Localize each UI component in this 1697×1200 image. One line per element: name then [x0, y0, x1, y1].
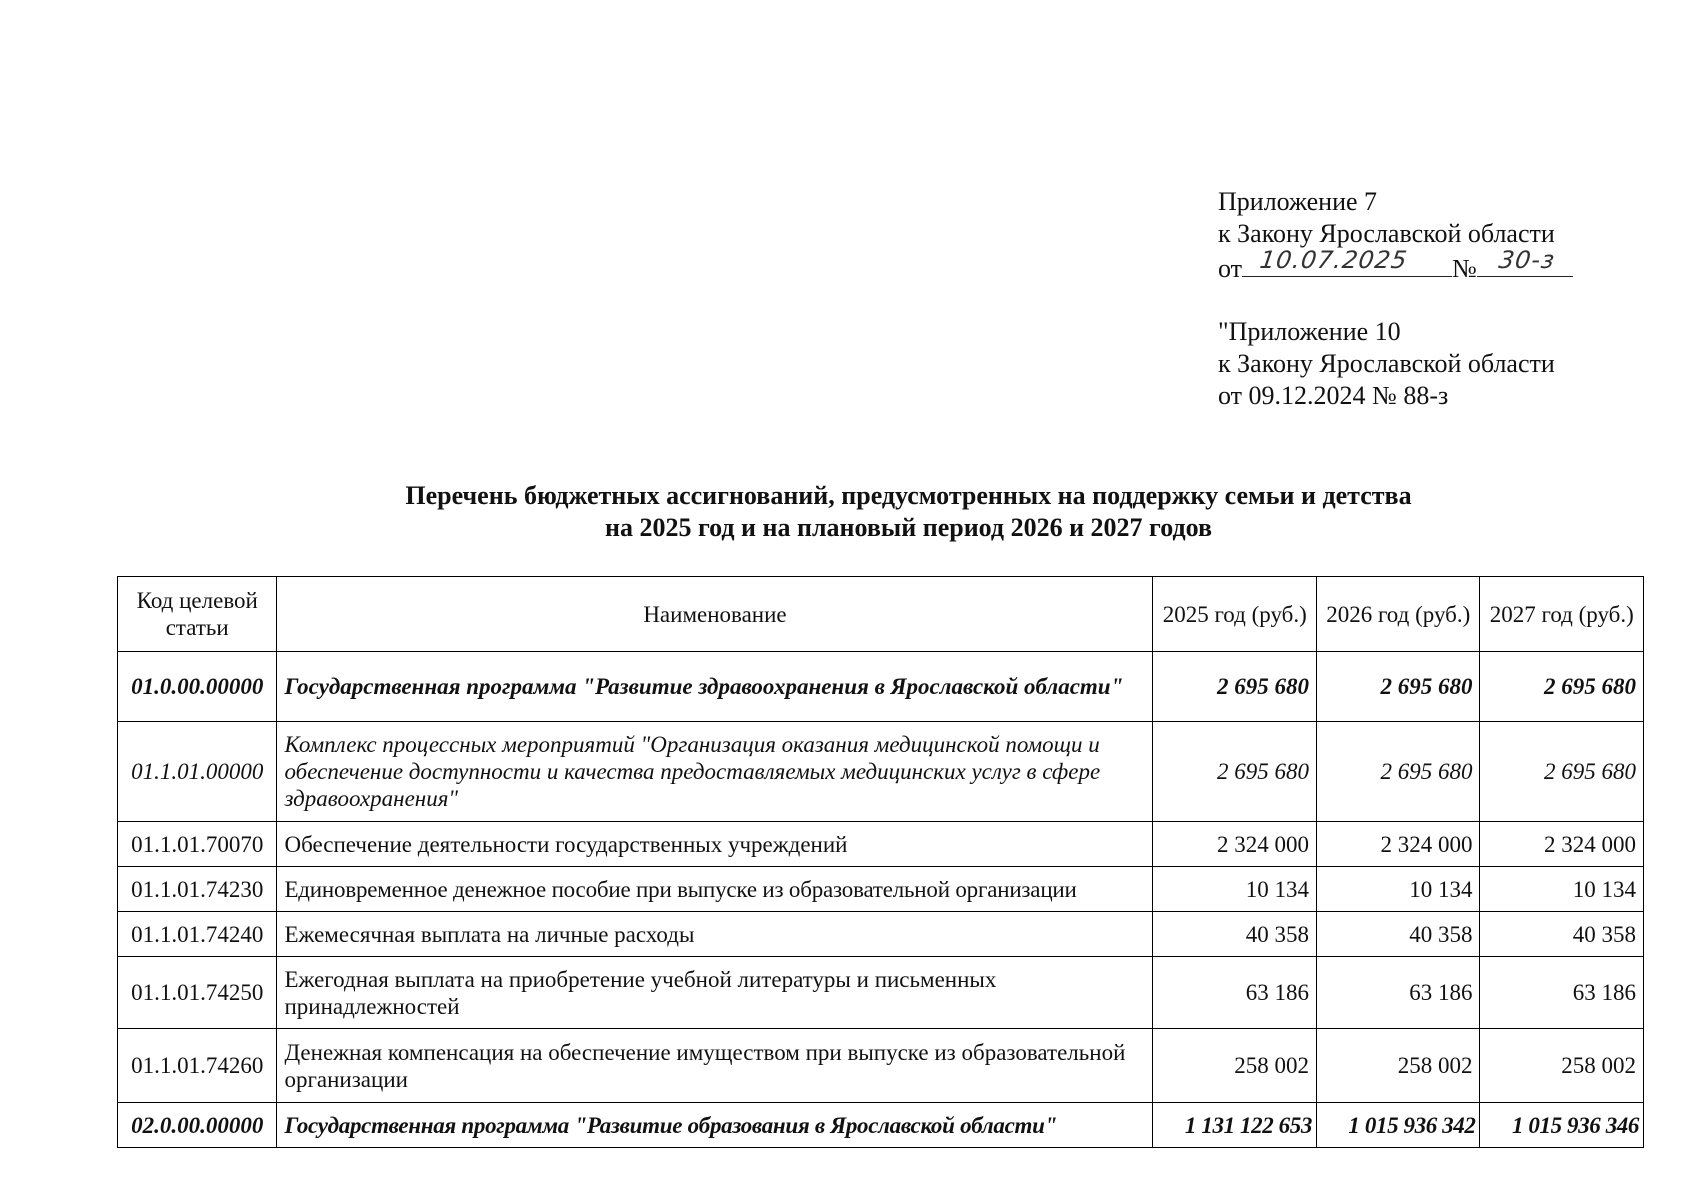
table-row: [118, 957, 1644, 1029]
row-code: 01.1.01.00000: [118, 722, 277, 822]
row-name: Государственная программа "Развитие здравоохранения в Ярославской области": [277, 652, 1153, 722]
row-name: Ежегодная выплата на приобретение учебной литературы и письменных принадлежностей: [277, 957, 1153, 1029]
row-2027: 258 002: [1480, 1029, 1644, 1103]
row-2026: 258 002: [1316, 1029, 1480, 1103]
row-name: Государственная программа "Развитие образования в Ярославской области": [277, 1103, 1153, 1148]
row-2025: 10 134: [1153, 867, 1317, 912]
attachment-law: к Закону Ярославской области: [1218, 219, 1555, 248]
table-row: [118, 822, 1644, 867]
row-2025: 1 131 122 653: [1153, 1103, 1317, 1148]
row-code: 01.1.01.70070: [118, 822, 277, 867]
row-2026: 2 695 680: [1316, 722, 1480, 822]
handwritten-date: 10.07.2025: [1258, 246, 1410, 274]
date-prefix: от: [1218, 254, 1243, 283]
row-2026: 40 358: [1316, 912, 1480, 957]
row-2026: 10 134: [1316, 867, 1480, 912]
table-row: [118, 867, 1644, 912]
row-code: 01.1.01.74260: [118, 1029, 277, 1103]
row-2027: 1 015 936 346: [1480, 1103, 1644, 1148]
row-name: Единовременное денежное пособие при выпуске из образовательной организации: [277, 867, 1153, 912]
original-attachment-date: от 09.12.2024 № 88-з: [1218, 381, 1449, 410]
table-header-row: [118, 577, 1644, 652]
attachment-title: Приложение 7: [1218, 187, 1378, 216]
attachment-block: [1218, 186, 1573, 285]
attachment-date-line: [1218, 246, 1573, 285]
header-2027: 2027 год (руб.): [1480, 577, 1644, 652]
row-code: 01.1.01.74230: [118, 867, 277, 912]
number-underline: [1477, 246, 1573, 277]
row-2025: 2 324 000: [1153, 822, 1317, 867]
row-2025: 258 002: [1153, 1029, 1317, 1103]
row-2027: 2 695 680: [1480, 652, 1644, 722]
row-2027: 40 358: [1480, 912, 1644, 957]
handwritten-number: 30-з: [1496, 246, 1557, 274]
row-2026: 2 324 000: [1316, 822, 1480, 867]
table-row: [118, 912, 1644, 957]
row-2026: 63 186: [1316, 957, 1480, 1029]
original-attachment-title: "Приложение 10: [1218, 317, 1401, 346]
original-attachment-block: [1218, 316, 1555, 412]
row-2025: 40 358: [1153, 912, 1317, 957]
table-row: [118, 1103, 1644, 1148]
row-2027: 63 186: [1480, 957, 1644, 1029]
row-2026: 2 695 680: [1316, 652, 1480, 722]
document-title: [0, 480, 1697, 544]
header-2025: 2025 год (руб.): [1153, 577, 1317, 652]
row-2026: 1 015 936 342: [1316, 1103, 1480, 1148]
number-sign: №: [1452, 254, 1477, 283]
row-2027: 10 134: [1480, 867, 1644, 912]
header-code: Код целевой статьи: [118, 577, 277, 652]
row-code: 01.0.00.00000: [118, 652, 277, 722]
row-code: 01.1.01.74240: [118, 912, 277, 957]
row-name: Обеспечение деятельности государственных учреждений: [277, 822, 1153, 867]
row-code: 01.1.01.74250: [118, 957, 277, 1029]
table-row: [118, 722, 1644, 822]
header-2026: 2026 год (руб.): [1316, 577, 1480, 652]
row-2025: 2 695 680: [1153, 652, 1317, 722]
row-code: 02.0.00.00000: [118, 1103, 277, 1148]
title-line-1: Перечень бюджетных ассигнований, предусмотренных на поддержку семьи и детства: [405, 481, 1412, 510]
row-2025: 2 695 680: [1153, 722, 1317, 822]
table-row: [118, 652, 1644, 722]
row-name: Комплекс процессных мероприятий "Организация оказания медицинской помощи и обеспечение доступности и качества предоставляемых медицинских услуг в сфере здравоохранения": [277, 722, 1153, 822]
original-attachment-law: к Закону Ярославской области: [1218, 349, 1555, 378]
budget-table: [117, 576, 1644, 1148]
row-name: Денежная компенсация на обеспечение имуществом при выпуске из образовательной организации: [277, 1029, 1153, 1103]
date-underline: [1242, 246, 1452, 277]
title-line-2: на 2025 год и на плановый период 2026 и 2027 годов: [604, 513, 1213, 542]
row-name: Ежемесячная выплата на личные расходы: [277, 912, 1153, 957]
row-2027: 2 695 680: [1480, 722, 1644, 822]
table-row: [118, 1029, 1644, 1103]
row-2025: 63 186: [1153, 957, 1317, 1029]
row-2027: 2 324 000: [1480, 822, 1644, 867]
header-name: Наименование: [277, 577, 1153, 652]
